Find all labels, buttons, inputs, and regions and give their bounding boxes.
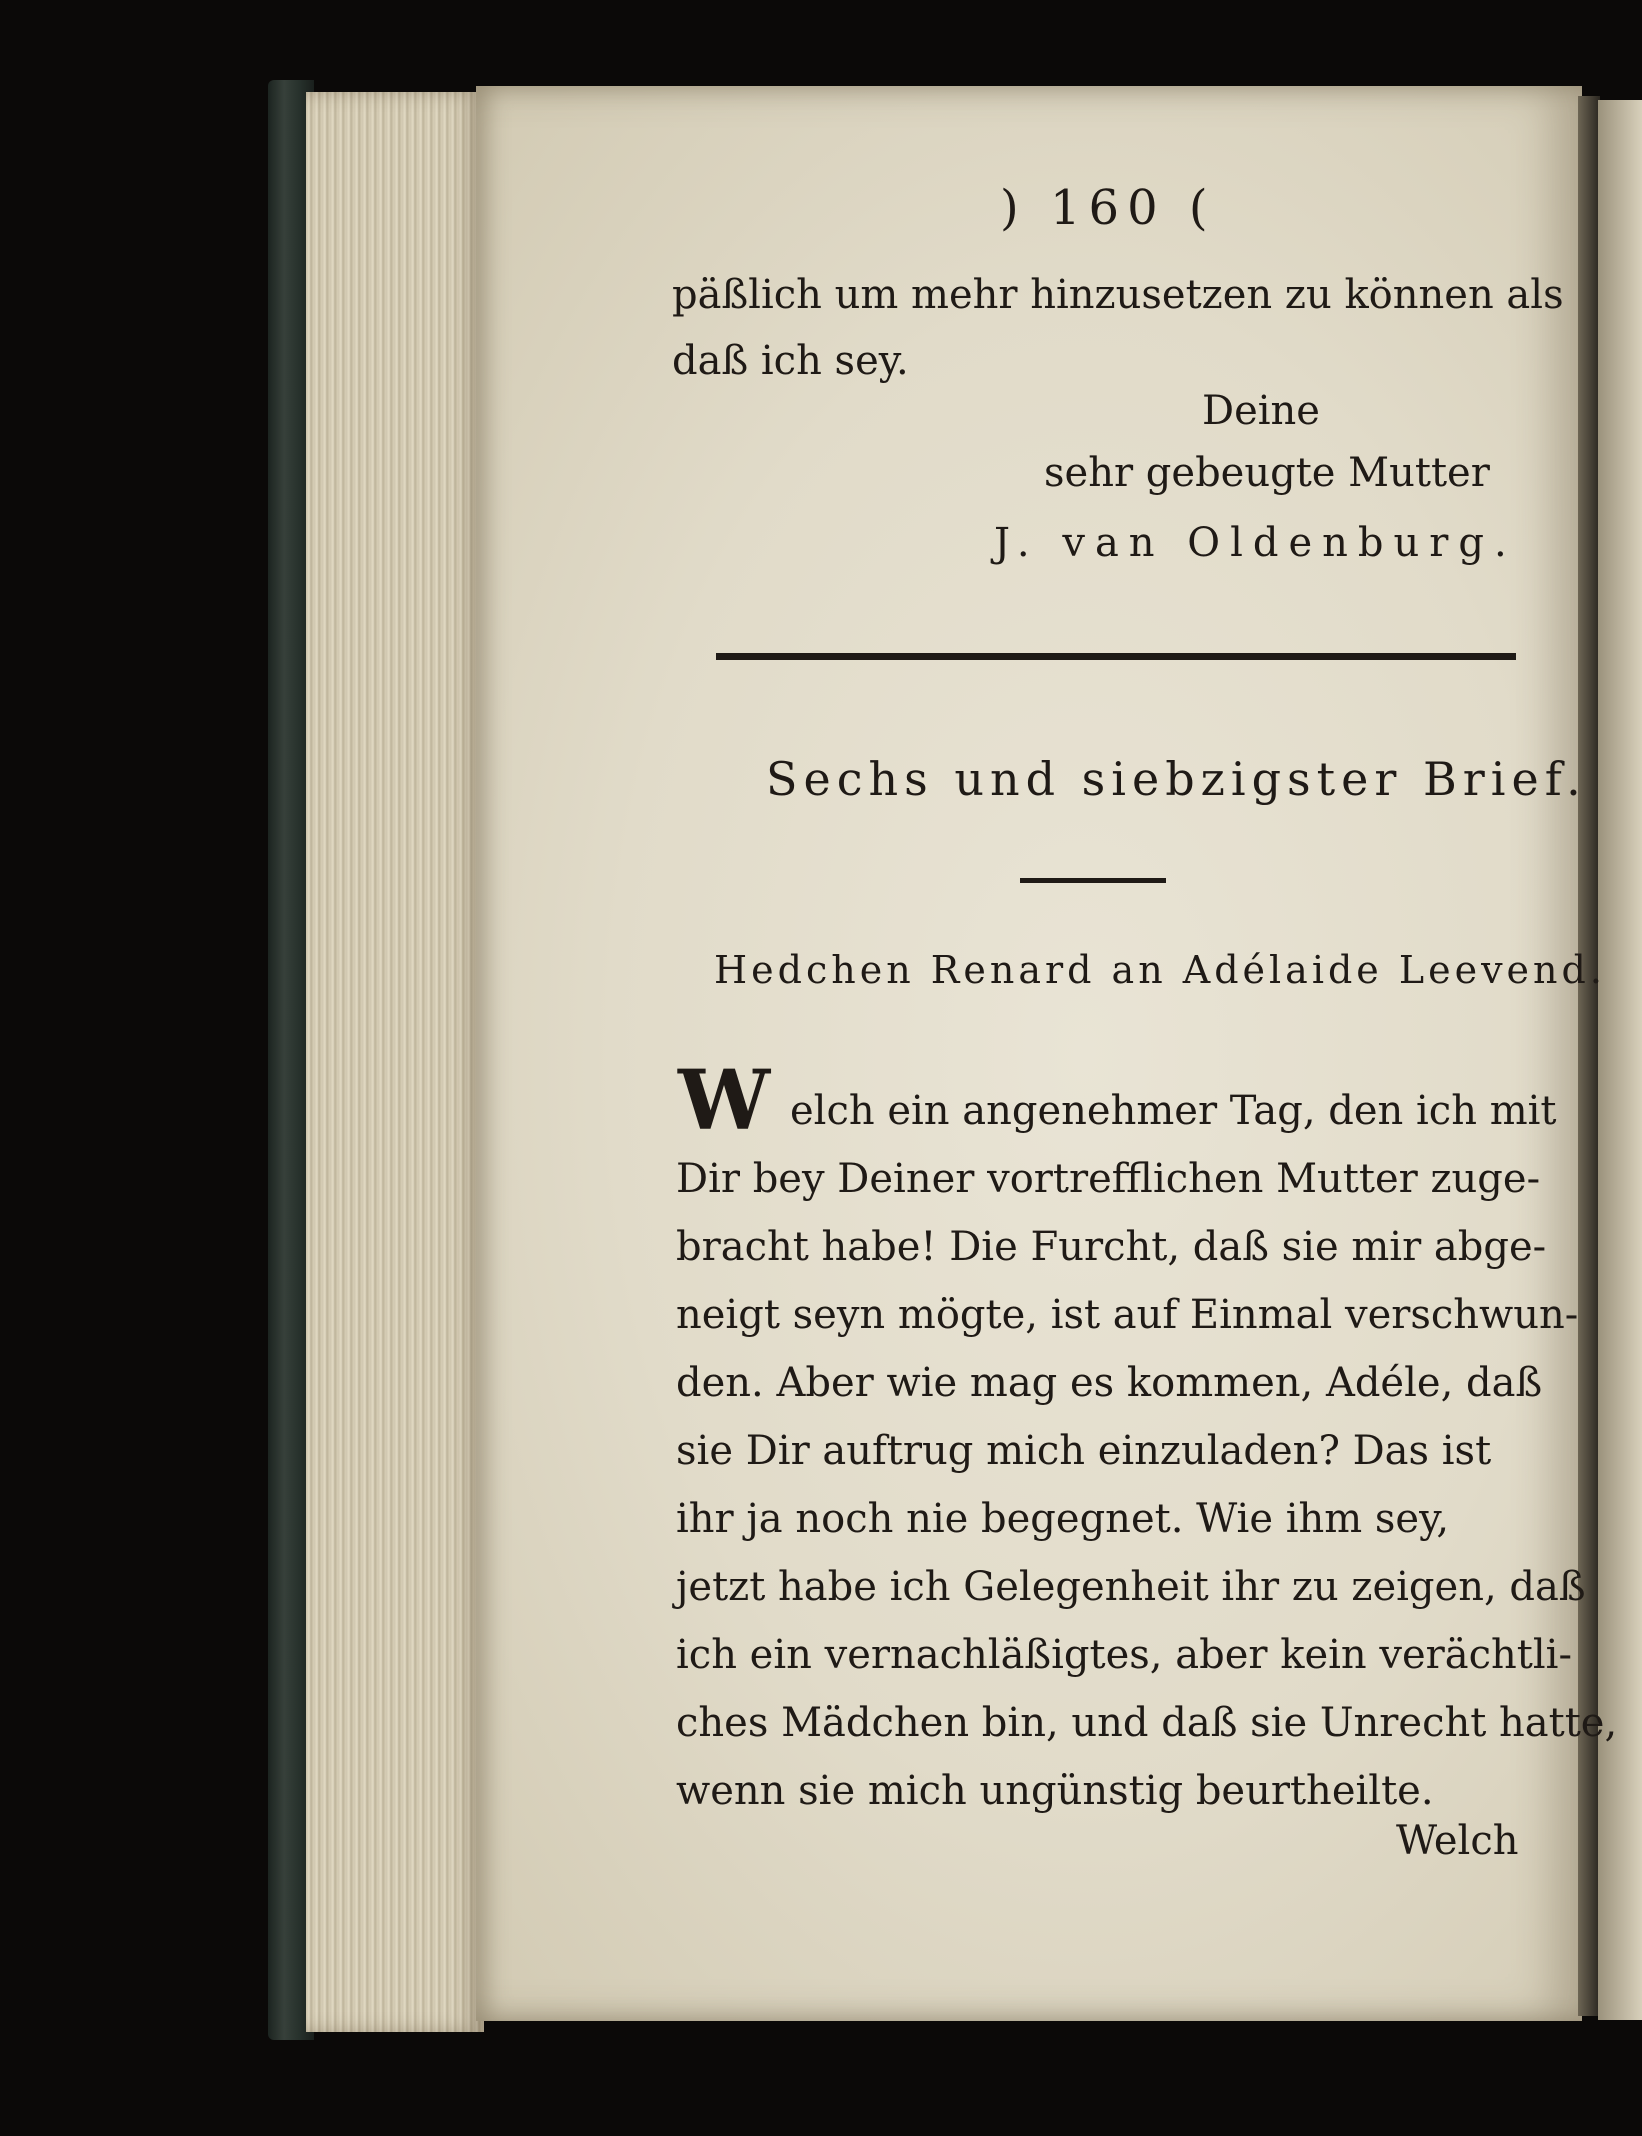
letter-heading: Sechs und siebzigster Brief. — [766, 752, 1587, 806]
body-line: neigt seyn mögte, ist auf Einmal verschwun- — [676, 1292, 1579, 1338]
text-line: daß ich sey. — [672, 338, 909, 384]
drop-capital: W — [678, 1053, 771, 1149]
catchword: Welch — [1396, 1818, 1519, 1864]
body-line: elch ein angenehmer Tag, den ich mit — [790, 1088, 1557, 1134]
closing-salutation: Deine — [1202, 388, 1320, 434]
body-line: bracht habe! Die Furcht, daß sie mir abge- — [676, 1224, 1547, 1270]
body-line: ches Mädchen bin, und daß sie Unrecht hatte, — [676, 1700, 1618, 1746]
signature: J. van Oldenburg. — [994, 520, 1517, 566]
page-edges — [306, 92, 484, 2032]
body-line: ich ein vernachläßigtes, aber kein verächtli- — [676, 1632, 1572, 1678]
closing-line: sehr gebeugte Mutter — [1044, 450, 1490, 496]
heading-rule — [1020, 878, 1166, 883]
text-line: päßlich um mehr hinzusetzen zu können als — [672, 272, 1564, 318]
body-line: den. Aber wie mag es kommen, Adéle, daß — [676, 1360, 1543, 1406]
body-line: Dir bey Deiner vortrefflichen Mutter zuge- — [676, 1156, 1541, 1202]
page-number: ) 160 ( — [1000, 180, 1216, 236]
body-line: sie Dir auftrug mich einzuladen? Das ist — [676, 1428, 1492, 1474]
body-line: ihr ja noch nie begegnet. Wie ihm sey, — [676, 1496, 1450, 1542]
body-line: jetzt habe ich Gelegenheit ihr zu zeigen, daß — [676, 1564, 1586, 1610]
section-rule — [716, 653, 1516, 660]
body-line: wenn sie mich ungünstig beurtheilte. — [676, 1768, 1434, 1814]
letter-sender: Hedchen Renard an Adélaide Leevend. — [714, 948, 1606, 992]
